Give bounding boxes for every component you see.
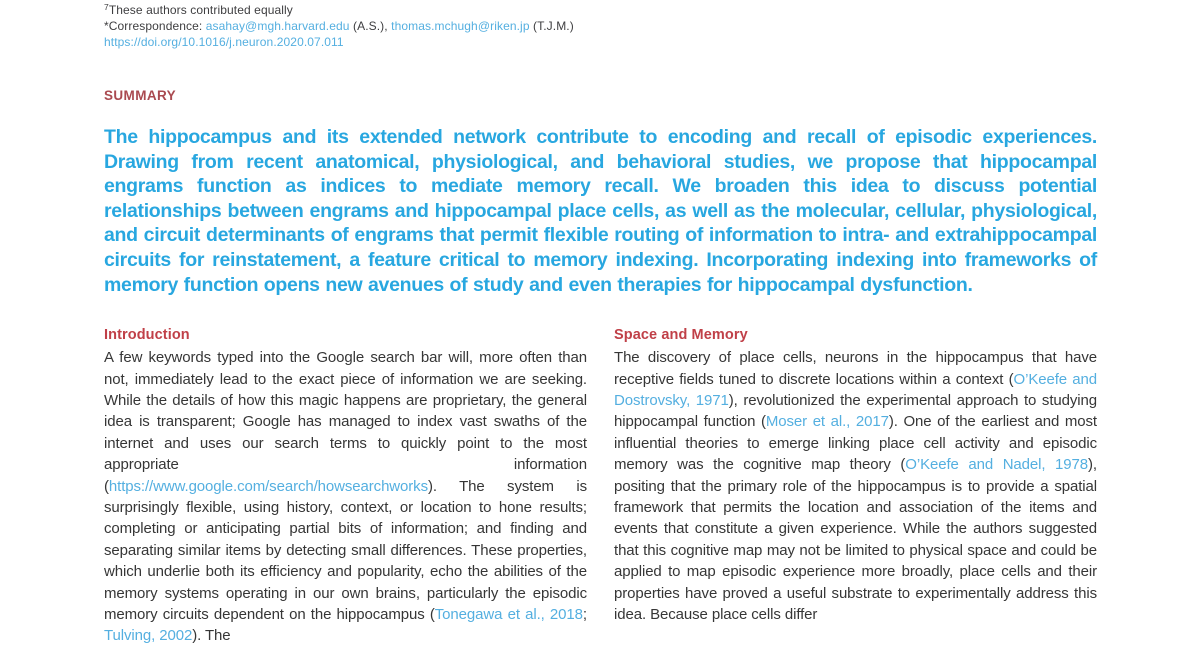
equal-contribution-note [104,2,1097,18]
space-and-memory-paragraph [614,347,1097,625]
text-run: The discovery of place cells, neurons in the hippocampus that have receptive fields tuned to discrete locations within a context ( [614,349,1097,388]
email-link-sahay[interactable]: asahay@mgh.harvard.edu [205,19,350,33]
doi-line [104,34,1097,50]
introduction-heading: Introduction [104,327,190,344]
text-run: ; [582,606,587,624]
summary-body: The hippocampus and its extended network contribute to encoding and recall of episodic experiences. Drawing from recent anatomical, physiological, and behavioral studies, we propose that hippocampal engrams function as indices to mediate memory recall. We broaden this idea to discuss potential relationships between engrams and hippocampal place cells, as well as the molecular, cellular, physiological, and circuit determinants of engrams that permit flexible routing of information to intra- and extrahippocampal circuits for reinstatement, a feature critical to memory indexing. Incorporating indexing into frameworks of memory function opens new avenues of study and even therapies for hippocampal dysfunction. [104,126,1097,296]
text-run: ). One of the earliest and most influential theories to emerge linking place cell activity and episodic memory was the cognitive map theory ( [614,413,1097,474]
text-run: (T.J.M.) [529,19,574,33]
citation-tulving-2002[interactable]: Tulving, 2002 [104,627,193,645]
introduction-paragraph [104,347,587,647]
citation-moser-2017[interactable]: Moser et al., 2017 [765,413,889,431]
text-run: *Correspondence: [104,19,206,33]
summary-heading: SUMMARY [104,88,177,103]
equal-contribution-text: These authors contributed equally [108,3,293,17]
citation-okeefe-dostrovsky-1971[interactable]: O’Keefe and Dostrovsky, 1971 [614,370,1097,409]
email-link-mchugh[interactable]: thomas.mchugh@riken.jp [391,19,530,33]
text-run: (A.S.), [349,19,392,33]
correspondence-line [104,18,1097,34]
article-columns [104,326,1097,647]
text-run: A few keywords typed into the Google search bar will, more often than not, immediately lead to the exact piece of information we are seeking. While the details of how this magic happens are proprietary, the general idea is transparent; Google has managed to index vast swaths of the internet and uses our search terms to quickly point to the most appropriate information ( [104,349,587,495]
citation-tonegawa-2018[interactable]: Tonegawa et al., 2018 [434,606,583,624]
text-run: ), revolutionized the experimental approach to studying hippocampal function ( [614,391,1097,431]
space-and-memory-heading: Space and Memory [614,327,748,344]
text-run: ). The [192,627,231,645]
footnote-marker: 7 [104,2,109,12]
google-howsearchworks-link[interactable]: https://www.google.com/search/howsearchworks [108,477,428,495]
space-and-memory-section [614,326,1097,647]
introduction-section [104,326,587,647]
doi-link[interactable]: https://doi.org/10.1016/j.neuron.2020.07.011 [104,35,344,49]
citation-okeefe-nadel-1978[interactable]: O’Keefe and Nadel, 1978 [905,456,1089,474]
text-run: ), positing that the primary role of the hippocampus is to provide a spatial framework that permits the location and association of the items and events that constitute a given experience. While the authors suggested that this cognitive map may not be limited to physical space and could be applied to map episodic experience more broadly, place cells and their properties have proved a useful substrate to experimentally address this idea. Because place cells differ [614,456,1097,624]
text-run: ). The system is surprisingly flexible, using history, context, or location to hone results; completing or anticipating partial bits of information; and finding and separating similar items by detecting small differences. These properties, which underlie both its efficiency and popularity, echo the abilities of the memory systems operating in our own brains, particularly the episodic memory circuits dependent on the hippocampus ( [104,477,587,624]
author-footnotes [104,2,1097,50]
